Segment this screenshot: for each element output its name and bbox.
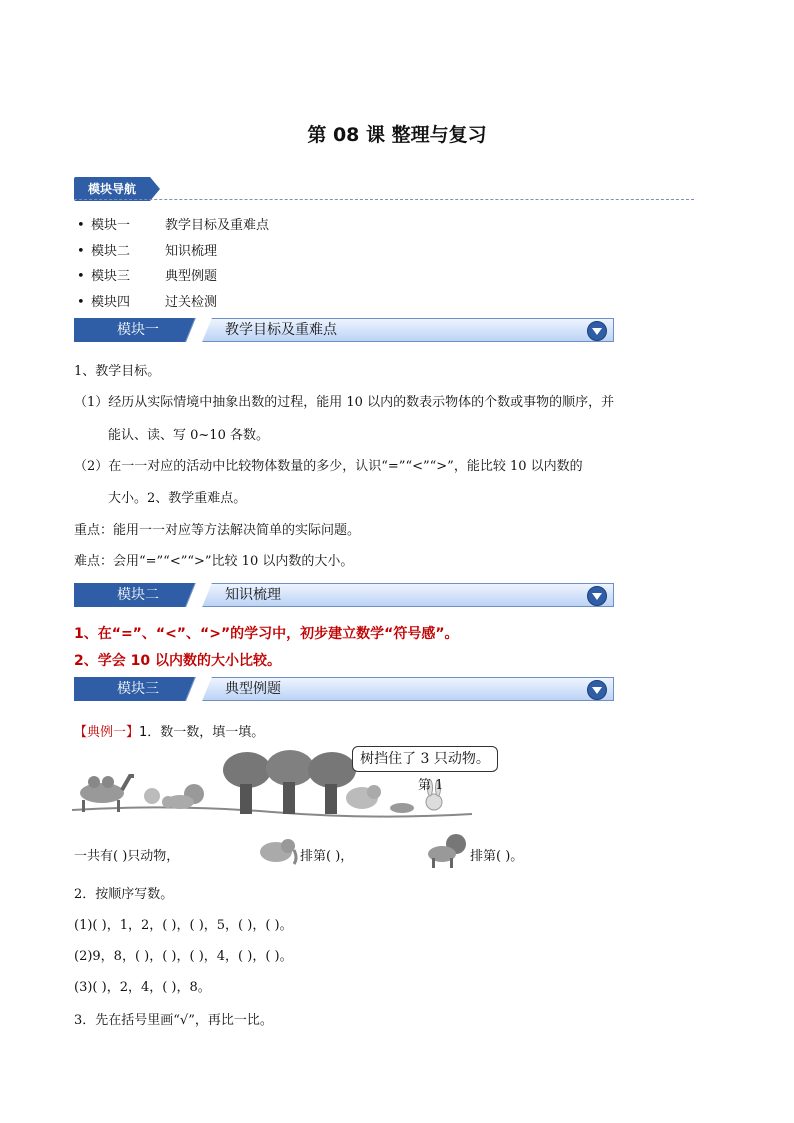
sequence-question: (3)( )，2，4，( )，8。 <box>74 980 211 995</box>
paragraph: 大小。2、教学重难点。 <box>108 491 247 506</box>
chevron-down-icon[interactable] <box>587 586 607 606</box>
lion-icon <box>424 830 466 870</box>
sequence-question: (2)9，8，( )，( )，( )，4，( )，( )。 <box>74 949 293 964</box>
paragraph: （2）在一一对应的活动中比较物体数量的多少，认识“=”“<”“>”，能比较 10 以内数的 <box>74 459 583 474</box>
nav-item-2: • 模块二 知识梳理 <box>77 244 218 259</box>
tree-icon <box>266 750 314 814</box>
paragraph: （1）经历从实际情境中抽象出数的过程，能用 10 以内的数表示物体的个数或事物的顺序，并 <box>74 395 615 410</box>
module-nav-tab: 模块导航 <box>74 177 150 201</box>
camel-icon <box>80 776 134 812</box>
module-bar-title: 教学目标及重难点 <box>225 322 337 338</box>
chevron-down-icon[interactable] <box>587 680 607 700</box>
key-point: 1、在“=”、“<”、“>”的学习中，初步建立数学“符号感”。 <box>74 626 459 642</box>
paragraph: 重点：能用一一对应等方法解决简单的实际问题。 <box>74 523 361 538</box>
question-line: 排第( )， <box>300 849 354 864</box>
question-line: 一共有( )只动物， <box>74 849 180 864</box>
key-point: 2、学会 10 以内数的大小比较。 <box>74 653 281 669</box>
module-bar-1 <box>74 318 614 342</box>
module-bar-3 <box>74 677 614 701</box>
page-title: 第 08 课 整理与复习 <box>307 124 487 146</box>
tree-icon <box>223 752 271 814</box>
chevron-down-icon[interactable] <box>587 321 607 341</box>
nav-item-4: • 模块四 过关检测 <box>77 295 218 310</box>
module-bar-2 <box>74 583 614 607</box>
lion-cub-icon <box>144 788 160 804</box>
module-bar-title: 典型例题 <box>225 681 281 697</box>
sequence-question: (1)( )，1，2，( )，( )，5，( )，( )。 <box>74 918 293 933</box>
elephant-icon <box>254 834 298 868</box>
speech-bubble: 树挡住了 3 只动物。 <box>352 746 498 772</box>
paragraph: 难点：会用“=”“<”“>”比较 10 以内数的大小。 <box>74 554 354 569</box>
tiger-icon <box>390 803 414 813</box>
divider <box>74 199 694 200</box>
nav-item-1: • 模块一 教学目标及重难点 <box>77 218 270 233</box>
module-bar-label: 模块一 <box>74 318 202 342</box>
paragraph: 1、教学目标。 <box>74 364 161 379</box>
lion-icon <box>166 784 204 809</box>
example-heading: 【典例一】1．数一数，填一填。 <box>74 725 265 740</box>
example-tag: 【典例一】 <box>74 725 140 740</box>
first-label: 第 1 <box>418 778 444 793</box>
question: 3．先在括号里画“√”，再比一比。 <box>74 1013 273 1028</box>
module-bar-title: 知识梳理 <box>225 587 281 603</box>
paragraph: 能认、读、写 0~10 各数。 <box>108 428 269 443</box>
question: 2．按顺序写数。 <box>74 887 174 902</box>
module-bar-label: 模块三 <box>74 677 202 701</box>
module-bar-label: 模块二 <box>74 583 202 607</box>
elephant-icon <box>346 785 381 809</box>
nav-item-3: • 模块三 典型例题 <box>77 269 218 284</box>
question-line: 排第( )。 <box>470 849 524 864</box>
tree-icon <box>308 752 356 814</box>
